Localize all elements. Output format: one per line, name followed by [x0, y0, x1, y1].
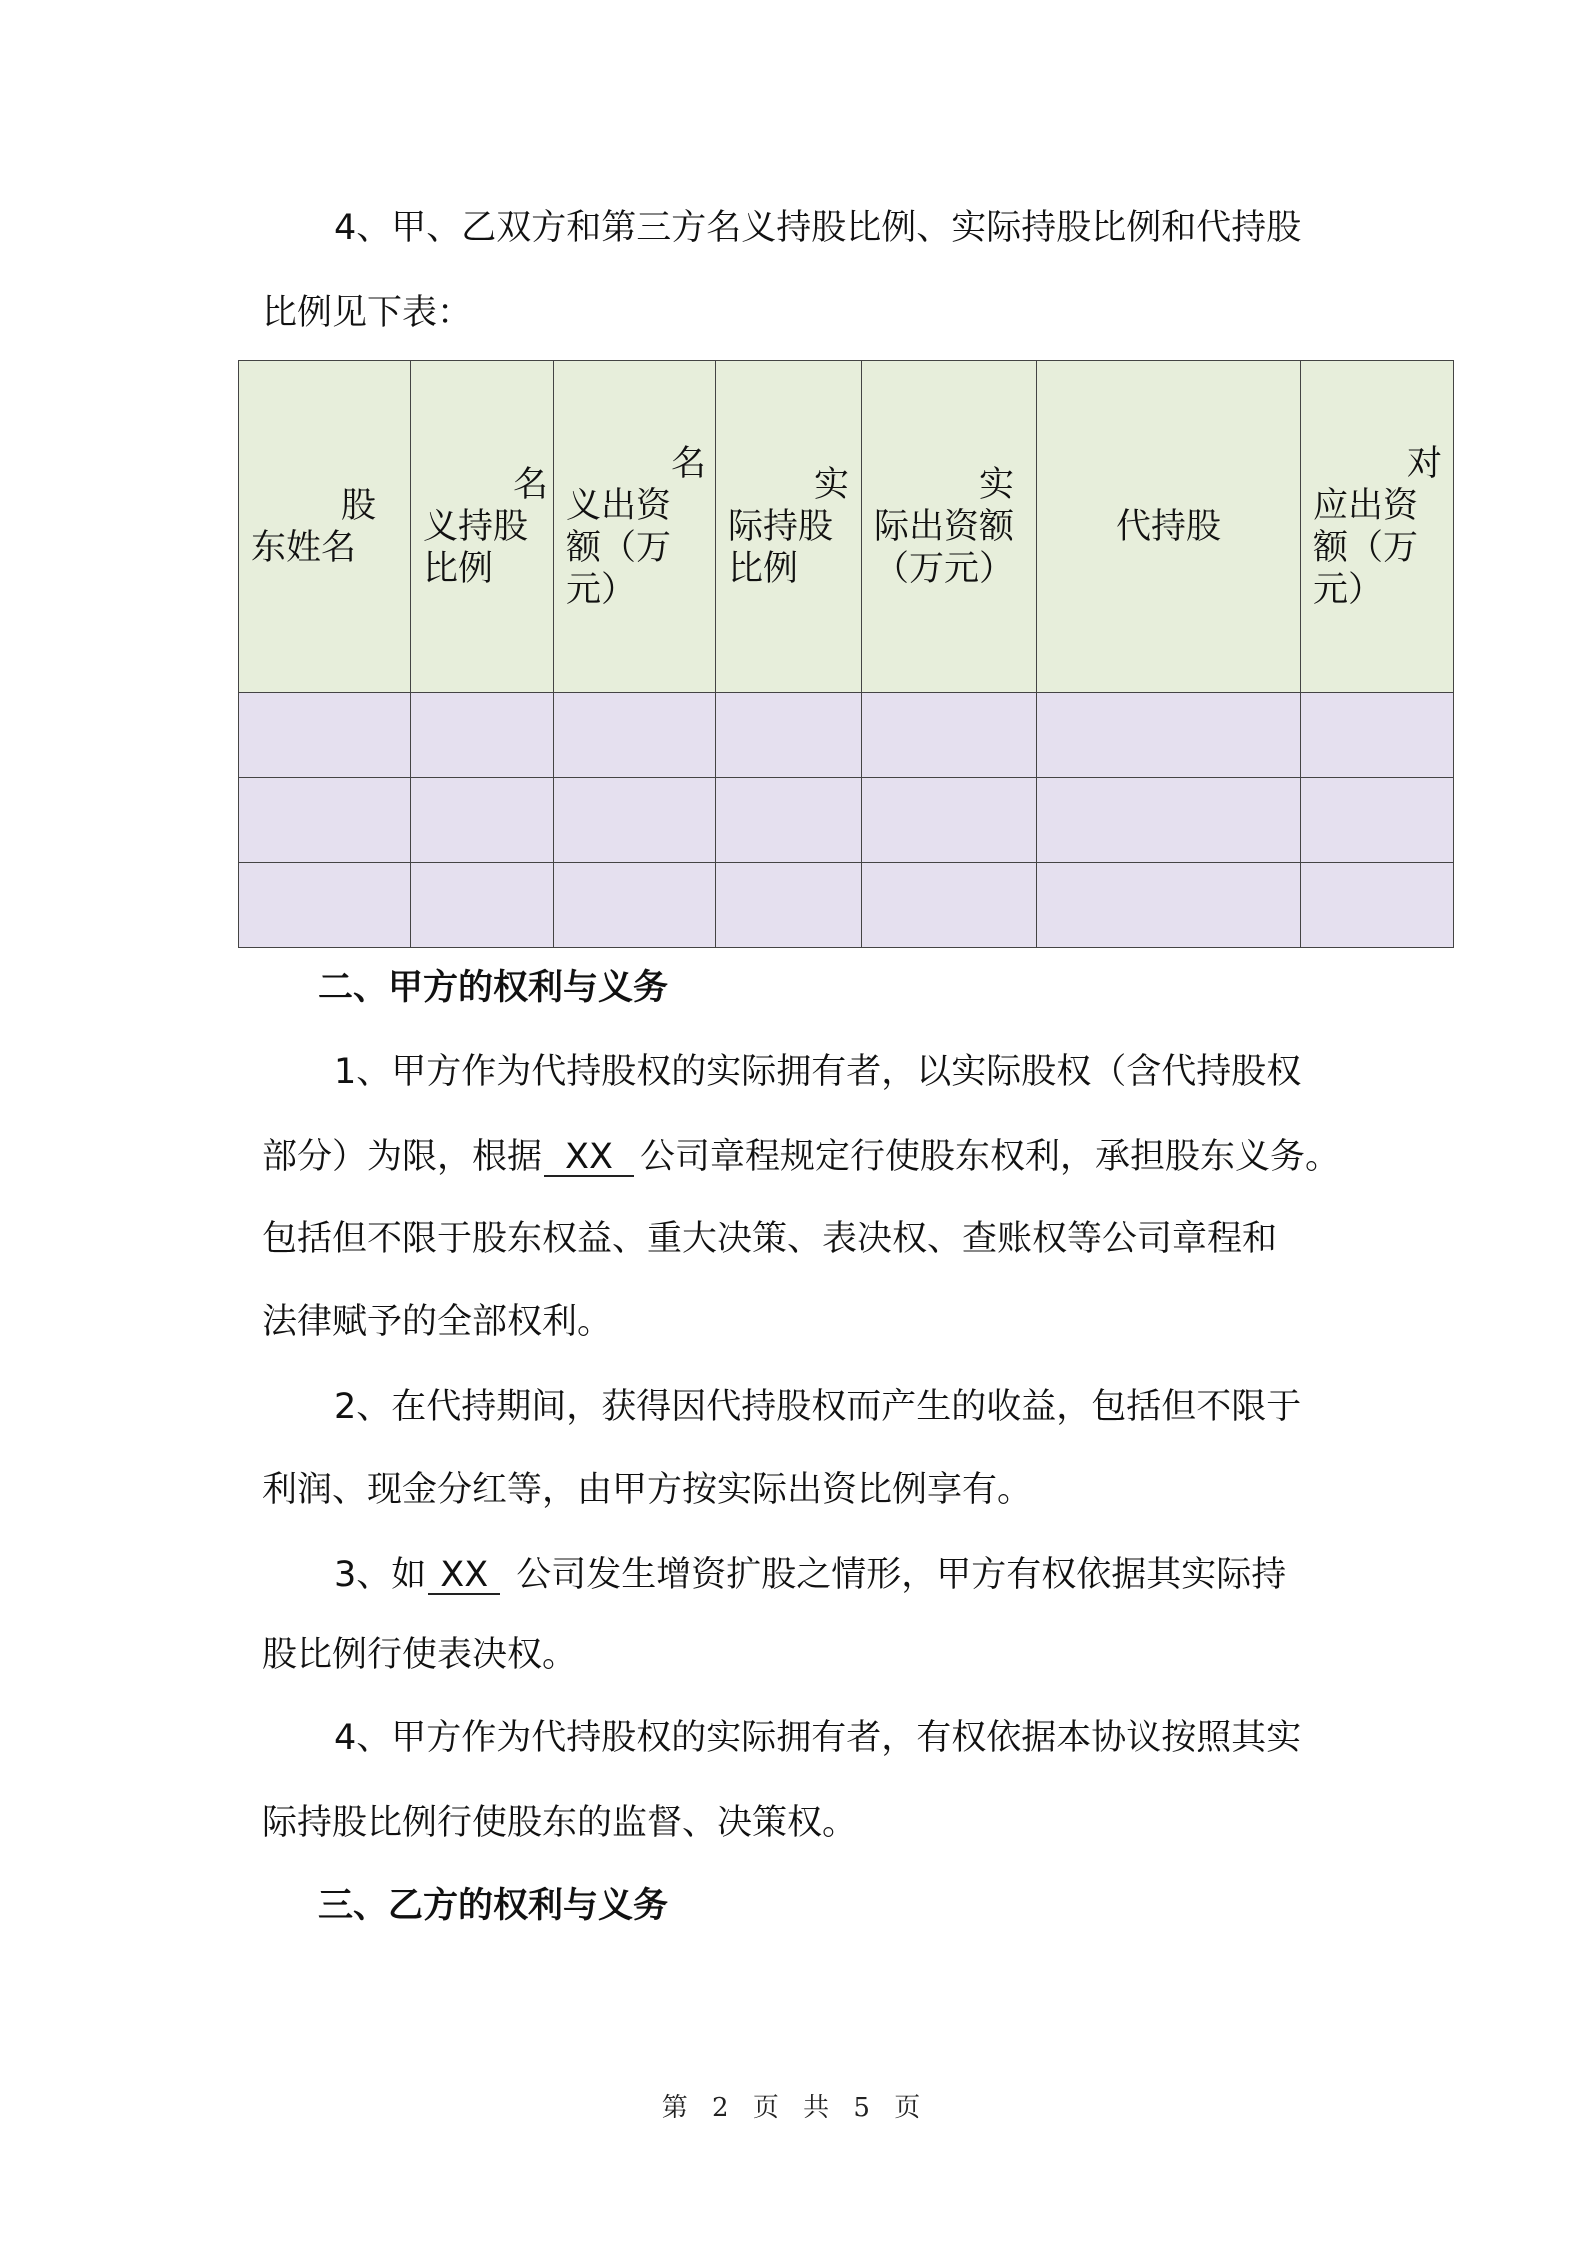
shareholding-table	[238, 360, 1454, 948]
table-cell	[1301, 693, 1454, 778]
s2-item1-line3: 包括但不限于股东权益、重大决策、表决权、查账权等公司章程和	[262, 1219, 1278, 1259]
s2-item1-line4: 法律赋予的全部权利。	[262, 1302, 613, 1342]
header-actual-ratio: 实际持股比例	[716, 361, 862, 693]
header-nominal-ratio: 名义持股比例	[411, 361, 554, 693]
table-header-row	[239, 361, 1454, 693]
company-name-blank: XX	[428, 1557, 500, 1595]
table-cell	[716, 693, 862, 778]
s2-item1-line2-pre: 部分）为限，根据	[262, 1137, 543, 1177]
table-cell	[1037, 863, 1301, 948]
table-cell	[239, 693, 411, 778]
table-cell	[411, 693, 554, 778]
table-cell	[554, 778, 716, 863]
intro-line-2: 比例见下表：	[262, 293, 473, 333]
header-nominal-capital: 名义出资额（万元）	[554, 361, 716, 693]
header-shareholder-name: 股东姓名	[239, 361, 411, 693]
page-footer: 第 2 页 共 5 页	[661, 2093, 925, 2123]
s2-item3-line1	[334, 1555, 1434, 1595]
section-3-heading: 三、乙方的权利与义务	[318, 1886, 669, 1926]
intro-line-1: 4、甲、乙双方和第三方名义持股比例、实际持股比例和代持股	[334, 208, 1302, 248]
s2-item1-line2	[262, 1137, 1362, 1177]
table-row	[239, 778, 1454, 863]
table-cell	[239, 863, 411, 948]
table-cell	[862, 778, 1037, 863]
table-cell	[1037, 778, 1301, 863]
s2-item4-line2: 际持股比例行使股东的监督、决策权。	[262, 1803, 858, 1843]
table-cell	[716, 778, 862, 863]
table-cell	[411, 863, 554, 948]
s2-item2-line2: 利润、现金分红等，由甲方按实际出资比例享有。	[262, 1470, 1033, 1510]
header-corresponding-capital: 对应出资额（万元）	[1301, 361, 1454, 693]
table-cell	[554, 863, 716, 948]
company-name-blank: XX	[544, 1139, 634, 1177]
table-cell	[862, 693, 1037, 778]
table-row	[239, 863, 1454, 948]
table-cell	[1301, 778, 1454, 863]
table-cell	[411, 778, 554, 863]
s2-item1-line1: 1、甲方作为代持股权的实际拥有者，以实际股权（含代持股权	[334, 1052, 1302, 1092]
s2-item2-line1: 2、在代持期间，获得因代持股权而产生的收益，包括但不限于	[334, 1387, 1302, 1427]
table-cell	[239, 778, 411, 863]
s2-item3-line1-post: 公司发生增资扩股之情形，甲方有权依据其实际持	[516, 1555, 1287, 1595]
s2-item3-line2: 股比例行使表决权。	[262, 1635, 578, 1675]
header-actual-capital: 实际出资额（万元）	[862, 361, 1037, 693]
section-2-heading: 二、甲方的权利与义务	[318, 968, 669, 1008]
table-cell	[716, 863, 862, 948]
table-cell	[1301, 863, 1454, 948]
table-row	[239, 693, 1454, 778]
table-cell	[862, 863, 1037, 948]
table-cell	[554, 693, 716, 778]
s2-item1-line2-post: 公司章程规定行使股东权利，承担股东义务。	[640, 1137, 1341, 1177]
header-proxy-holding: 代持股	[1037, 361, 1301, 693]
s2-item3-line1-pre: 3、如	[334, 1555, 427, 1595]
table-cell	[1037, 693, 1301, 778]
s2-item4-line1: 4、甲方作为代持股权的实际拥有者，有权依据本协议按照其实	[334, 1718, 1302, 1758]
